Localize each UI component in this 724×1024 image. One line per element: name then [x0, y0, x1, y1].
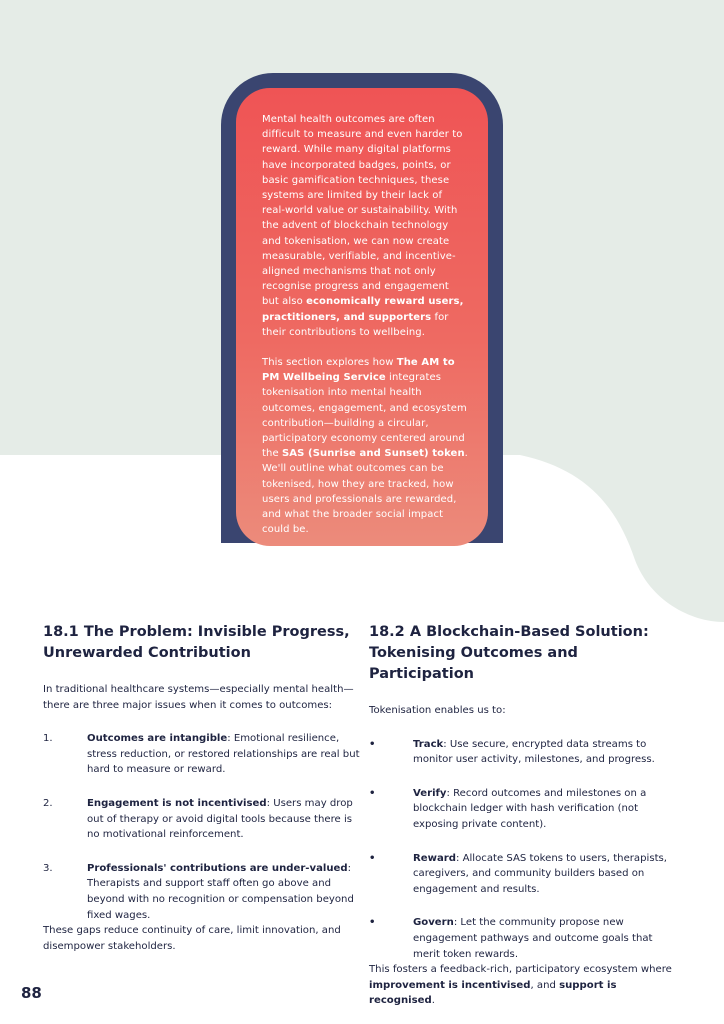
item-number: 2.: [43, 797, 53, 809]
bullet-icon: •: [369, 787, 376, 799]
solution-intro: Tokenisation enables us to:: [369, 705, 506, 716]
problem-section: [43, 622, 363, 954]
solution-item: • Govern: Let the community propose new engagement pathways and outcome goals that merit token rewards.: [369, 917, 653, 960]
item-number: 1.: [43, 733, 53, 745]
page-number: 88: [21, 984, 42, 1002]
problem-item: 1. Outcomes are intangible: Emotional resilience, stress reduction, or restored relationships are real but hard to measure or reward.: [43, 733, 360, 776]
problem-intro: In traditional healthcare systems—especially mental health—there are three major issues when it comes to outcomes:: [43, 684, 354, 711]
item-number: 3.: [43, 862, 53, 874]
problem-item: 2. Engagement is not incentivised: Users may drop out of therapy or avoid digital tools because there is no motivational reinforcement.: [43, 797, 353, 841]
solution-item: • Reward: Allocate SAS tokens to users, therapists, caregivers, and community builders based on engagement and results.: [369, 852, 668, 895]
solution-item: • Track: Use secure, encrypted data streams to monitor user activity, milestones, and progress.: [369, 738, 655, 766]
intro-paragraph-2: This section explores how The AM to PM Wellbeing Service integrates tokenisation into mental health outcomes, engagement, and ecosystem contribution—building a circular, participatory economy centered around the SAS (Sunrise and Sunset) token. We'll outline what outcomes can be tokenised, how they are tracked, how users and professionals are rewarded, and what the broader social impact could be.: [262, 357, 468, 536]
solution-heading: 18.2 A Blockchain-Based Solution: Tokenising Outcomes and Participation: [369, 624, 649, 682]
bullet-icon: •: [369, 917, 376, 929]
problem-outro: These gaps reduce continuity of care, limit innovation, and disempower stakeholders.: [43, 925, 341, 952]
bullet-icon: •: [369, 738, 376, 750]
intro-paragraph-1: Mental health outcomes are often difficult to measure and even harder to reward. While many digital platforms have incorporated badges, points, or basic gamification techniques, these systems are limited by their lack of real-world value or sustainability. With the advent of blockchain technology and tokenisation, we can now create measurable, verifiable, and incentive-aligned mechanisms that not only recognise progress and engagement but also economically reward users, practitioners, and supporters for their contributions to wellbeing.: [262, 114, 464, 338]
solution-outro: This fosters a feedback-rich, participatory ecosystem where improvement is incentivised, and support is recognised.: [369, 964, 672, 1007]
problem-item: 3. Professionals' contributions are under-valued: Therapists and support staff often go above and beyond with no recognition or compensation beyond fixed wages.: [43, 862, 354, 921]
solution-section: [369, 622, 681, 1009]
problem-heading: 18.1 The Problem: Invisible Progress, Unrewarded Contribution: [43, 624, 350, 661]
intro-card: [236, 88, 488, 546]
solution-item: • Verify: Record outcomes and milestones on a blockchain ledger with hash verification (not exposing private content).: [369, 787, 647, 830]
bullet-icon: •: [369, 852, 376, 864]
